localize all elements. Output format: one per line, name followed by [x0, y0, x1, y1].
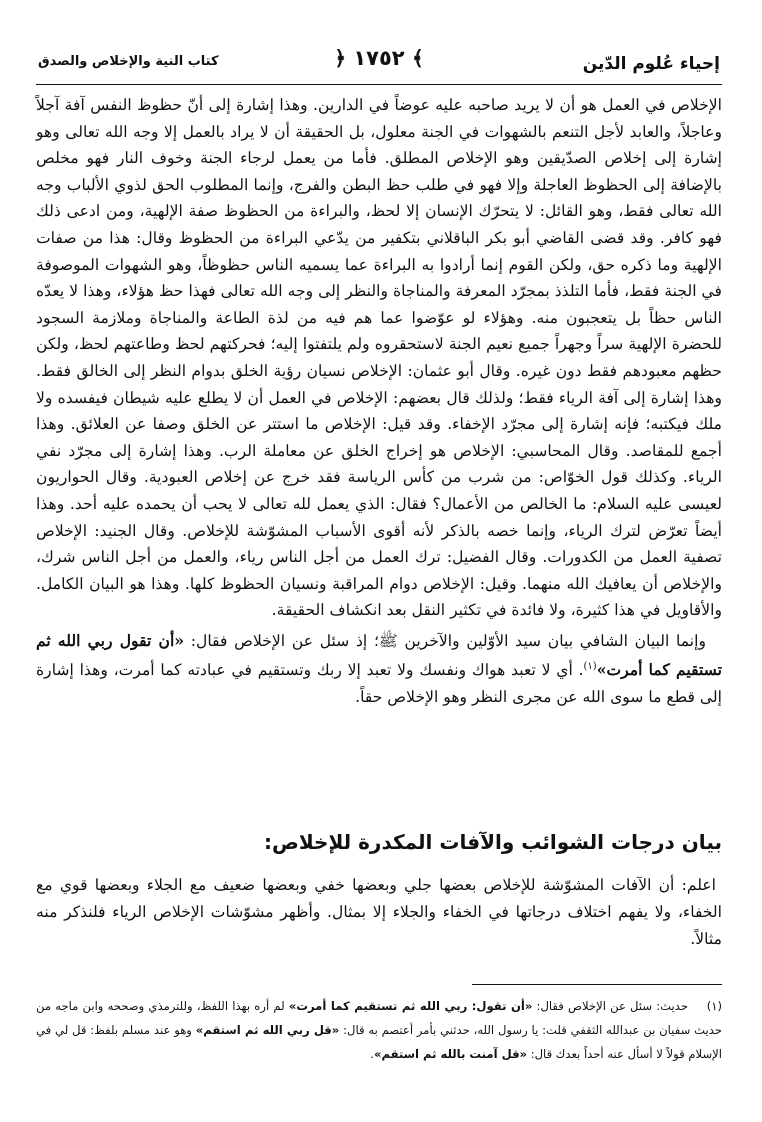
footnote-marker[interactable]: (١)	[583, 661, 597, 673]
main-text	[36, 92, 722, 711]
page-number-block	[334, 46, 423, 70]
footnote	[36, 994, 722, 1066]
paragraph-2-rest: . أي لا تعبد هواك ونفسك ولا تعبد إلا ربك وتستقيم في عبادته كما أمرت، وهذا إشارة إلى قطع ما سوى الله عن مجرى النظر وهو الإخلاص حقاً.	[36, 661, 722, 707]
ornament-left: ﴿	[334, 46, 347, 70]
footnote-quote-1: «أن تقول: ربي الله ثم تستقيم كما أمرت»	[288, 999, 533, 1013]
footnote-end: .	[370, 1047, 374, 1061]
section-heading: بيان درجات الشوائب والآفات المكدرة للإخلاص:	[263, 830, 722, 854]
footnote-quote-2: «قل ربي الله ثم استقم»	[195, 1023, 340, 1037]
page-number: ١٧٥٢	[353, 46, 405, 70]
footnote-quote-3: «قل آمنت بالله ثم استقم»	[373, 1047, 528, 1061]
ornament-right: ﴾	[411, 46, 424, 70]
section-paragraph: اعلم: أن الآفات المشوّشة للإخلاص بعضها جلي وبعضها خفي وبعضها ضعيف مع الجلاء وبعضها قوي مع الخفاء، ولا يفهم اختلاف درجاتها في الخفاء والجلاء إلا بمثال. وأظهر مشوّشات الإخلاص الرياء فلنذكر منه مثالاً.	[36, 876, 722, 948]
footnote-number: (١)	[706, 999, 722, 1013]
footnote-part-3: وهو عند مسلم بلفظ: قل لي في الإسلام قولاً لا أسأل عنه أحداً بعدك قال:	[36, 1023, 722, 1061]
footnote-part-2: لم أره بهذا اللفظ، وللترمذي وصححه وابن ماجه من حديث سفيان بن عبدالله الثقفي قلت: يا رسول الله، حدثني بأمر أعتصم به قال:	[36, 999, 722, 1037]
paragraph-2	[36, 628, 722, 711]
paragraph-1: الإخلاص في العمل هو أن لا يريد صاحبه عليه عوضاً في الدارين. وهذا إشارة إلى أنّ حظوظ النفس آفة آجلاً وعاجلاً، والعابد لأجل التنعم بالشهوات في الجنة معلول، بل الحقيقة أن لا يراد بالعمل إلا وجه الله تعالى وهو إشارة إلى إخلاص الصدّيقين وهو الإخلاص المطلق. فأما من يعمل لرجاء الجنة وخوف النار فهو مخلص بالإضافة إلى الحظوظ العاجلة وإلا فهو في طلب حظ البطن والفرج، وإنما المطلوب الحق لذوي الألباب وجه الله تعالى فقط، وهو القائل: لا يتحرّك الإنسان إلا لحظ، والبراءة من الحظوظ صفة الإلهية، ومن ادعى ذلك فهو كافر. وقد قضى القاضي أبو بكر الباقلاني بتكفير من يدّعي البراءة من الحظوظ وقال: هذا من صفات الإلهية وما ذكره حق، ولكن القوم إنما أرادوا به البراءة عما يسميه الناس حظوظاً، وهو الشهوات الموصوفة في الجنة فقط، فأما التلذذ بمجرّد المعرفة والمناجاة والنظر إلى وجه الله تعالى فهذا حظ هؤلاء، وهذا لا يعدّه الناس حظاً بل يتعجبون منه. وهؤلاء لو عوّضوا عما هم فيه من لذة الطاعة والمناجاة وملازمة السجود للحضرة الإلهية سراً وجهراً جميع نعيم الجنة لاستحقروه ولم يلتفتوا إليه؛ فحركتهم لحظ وطاعتهم لحظ، ولكن حظهم معبودهم فقط دون غيره. وقال أبو عثمان: الإخلاص نسيان رؤية الخلق بدوام النظر إلى الخالق فقط. وهذا إشارة إلى آفة الرياء فقط؛ ولذلك قال بعضهم: الإخلاص في العمل أن لا يطلع عليه شيطان فيفسده ولا ملك فيكتبه؛ فإنه إشارة إلى مجرّد الإخفاء. وقد قيل: الإخلاص ما استتر عن الخلق وصفا عن العلائق. وهذا أجمع للمقاصد. وقال المحاسبي: الإخلاص هو إخراج الخلق عن معاملة الرب. وهذا إشارة إلى مجرّد نفي الرياء. وكذلك قول الخوّاص: من شرب من كأس الرياسة فقد خرج عن إخلاص العبودية. وقال الحواريون لعيسى عليه السلام: ما الخالص من الأعمال؟ فقال: الذي يعمل لله تعالى لا يحب أن يحمده عليه أحد. وهذا أيضاً تعرّض لترك الرياء، وإنما خصه بالذكر لأنه أقوى الأسباب المشوّشة للإخلاص. وقال الجنيد: الإخلاص تصفية العمل من الكدورات. وقال الفضيل: ترك العمل من أجل الناس رياء، والعمل من أجل الناس شرك، والإخلاص أن يعافيك الله منهما. وقيل: الإخلاص دوام المراقبة ونسيان الحظوظ كلها. وهذا هو البيان الكامل. والأقاويل في هذا كثيرة، ولا فائدة في تكثير النقل بعد انكشاف الحقيقة.	[36, 96, 722, 620]
footnote-1	[36, 994, 722, 1066]
footnote-divider	[472, 984, 722, 985]
hadith-quote: «أن تقول ربي الله ثم تستقيم كما أمرت»	[36, 630, 722, 680]
chapter-title: كتاب النية والإخلاص والصدق	[38, 54, 219, 69]
page-header	[36, 40, 722, 85]
footnote-part-1: حديث: سئل عن الإخلاص فقال:	[532, 999, 688, 1013]
paragraph-2-intro: وإنما البيان الشافي بيان سيد الأوّلين والآخرين ﷺ؛ إذ سئل عن الإخلاص فقال:	[184, 631, 707, 650]
book-title: إحياء عُلوم الدّين	[582, 54, 720, 74]
section-text	[36, 872, 722, 953]
